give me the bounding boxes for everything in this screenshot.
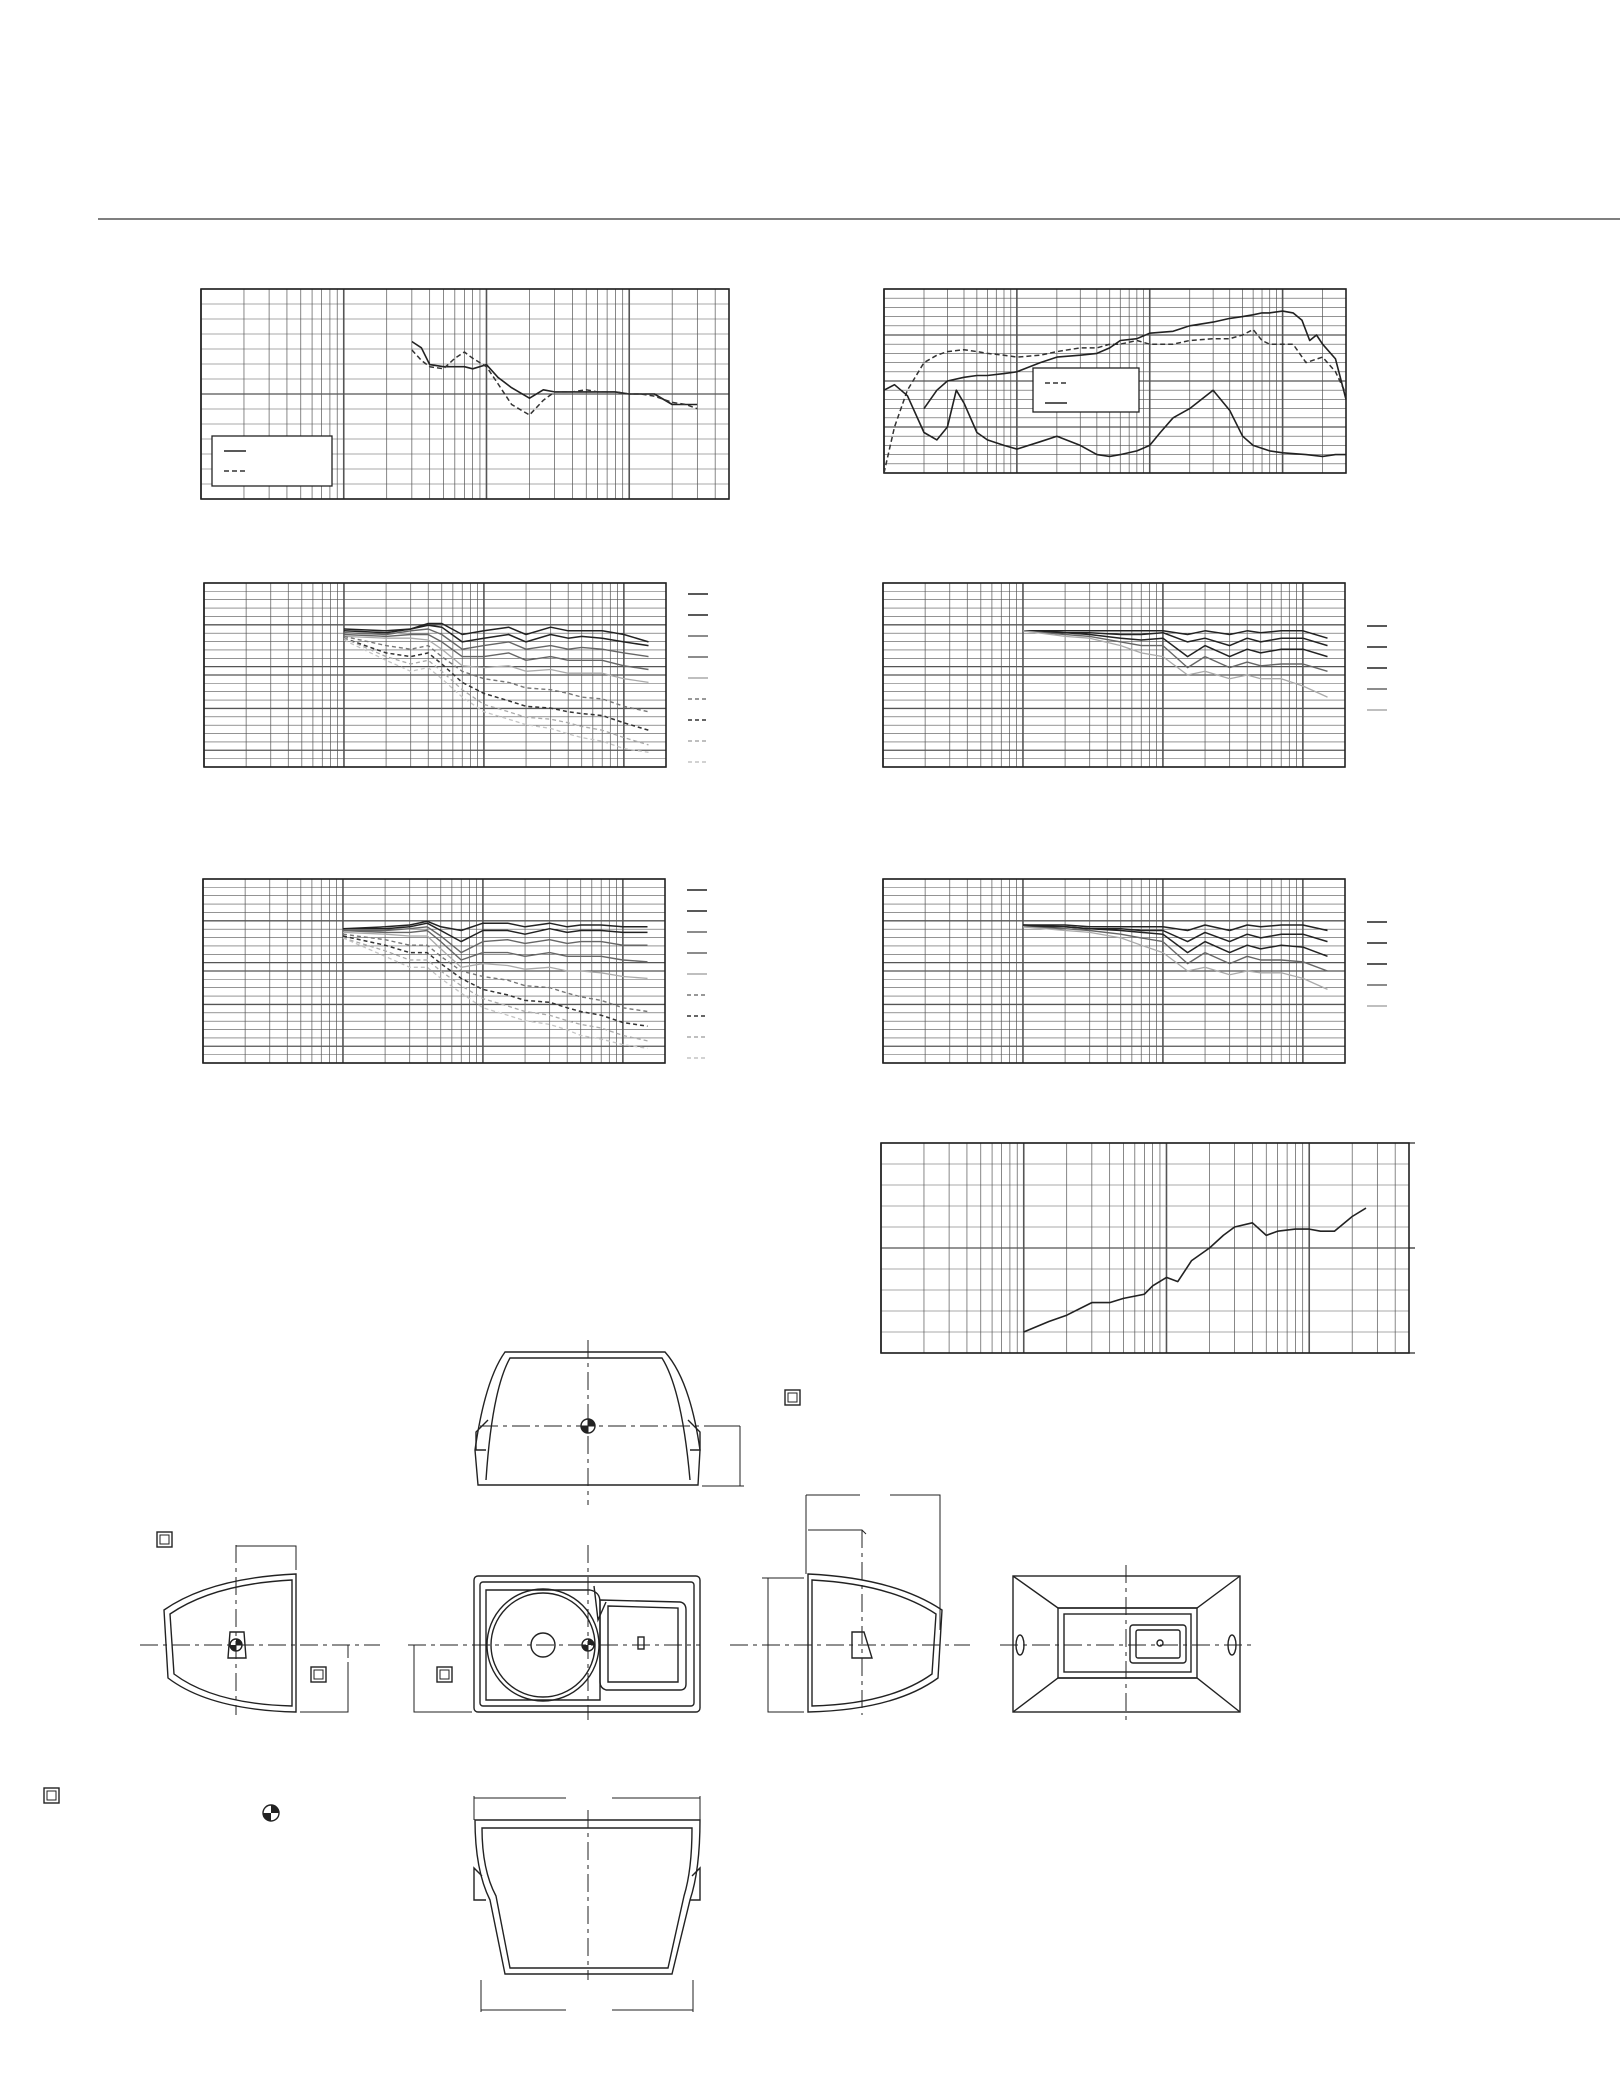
legend-box	[212, 436, 332, 486]
chart-grid	[881, 1143, 1409, 1353]
left-side-view-drawing	[140, 1545, 380, 1715]
chart-legend	[1367, 922, 1387, 1006]
square-symbol-icon	[311, 1667, 326, 1682]
series-line-4	[1023, 927, 1328, 971]
chart-grid	[883, 879, 1345, 1063]
chart-panel-4	[882, 582, 1402, 768]
response-chart-5	[202, 878, 722, 1064]
chart-panel-7	[880, 1142, 1420, 1354]
chart-legend	[688, 594, 708, 762]
chart-legend	[687, 890, 707, 1058]
chart-panel-5	[202, 878, 722, 1064]
chart-legend	[212, 436, 332, 486]
chart-panel-2	[883, 288, 1347, 474]
chart-grid	[204, 583, 666, 767]
chart-panel-6	[882, 878, 1402, 1064]
cog-symbol-icon	[263, 1805, 279, 1821]
response-chart-1	[200, 288, 730, 500]
chart-panel-1	[200, 288, 730, 500]
series-line-6	[344, 636, 649, 711]
square-symbol-icon	[437, 1667, 452, 1682]
response-chart-2	[883, 288, 1347, 474]
series-line-4	[344, 635, 649, 670]
rear-view-drawing	[1000, 1565, 1255, 1720]
series-line-9	[344, 640, 649, 752]
top-view-drawing	[475, 1340, 744, 1505]
response-chart-4	[882, 582, 1402, 768]
dimension-drawings	[0, 1340, 1620, 2030]
right-side-view-drawing	[730, 1495, 970, 1715]
square-symbol-icon	[44, 1788, 59, 1803]
header-rule	[98, 218, 1620, 220]
series-line-7	[344, 638, 649, 730]
chart-grid	[883, 583, 1345, 767]
chart-legend	[1367, 626, 1387, 710]
square-symbol-icon	[785, 1390, 800, 1405]
legend-box	[1033, 368, 1139, 412]
series-line-1	[1024, 1208, 1366, 1332]
chart-legend	[1033, 368, 1139, 412]
series-line-8	[343, 938, 648, 1041]
chart-panel-3	[203, 582, 723, 768]
square-symbol-icon	[157, 1532, 172, 1547]
response-chart-6	[882, 878, 1402, 1064]
response-chart-7	[880, 1142, 1420, 1354]
chart-grid	[203, 879, 665, 1063]
front-view-drawing	[408, 1545, 700, 1720]
bottom-view-drawing	[474, 1796, 700, 2012]
response-chart-3	[203, 582, 723, 768]
